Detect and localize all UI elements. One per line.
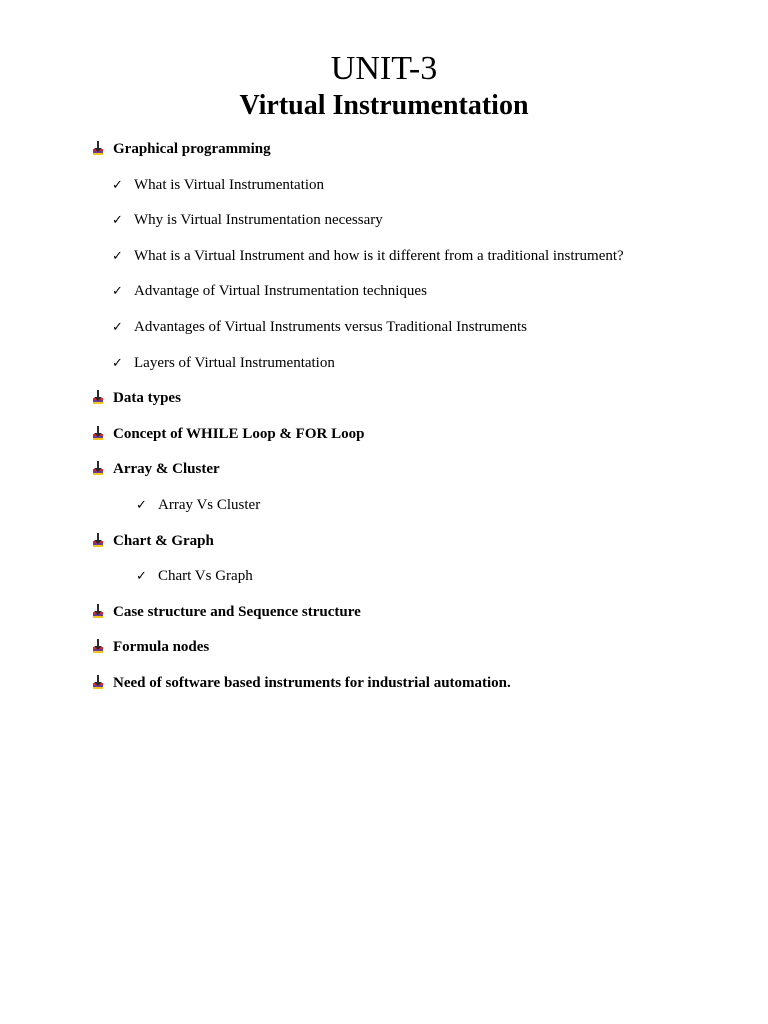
- topic-item: [90, 140, 271, 158]
- checkmark-icon: ✓: [136, 498, 147, 513]
- checkmark-icon: ✓: [112, 213, 123, 229]
- arrow-down-bullet-icon: [90, 425, 106, 441]
- subtopic-item: [112, 247, 624, 266]
- arrow-down-bullet-icon: [90, 140, 106, 156]
- topic-item: [90, 425, 364, 443]
- checkmark-icon: ✓: [112, 177, 123, 193]
- subtopic-item: [112, 318, 527, 337]
- topic-label: Need of software based instruments for industrial automation.: [113, 675, 511, 691]
- topic-item: [90, 460, 220, 478]
- topic-item: [90, 532, 214, 550]
- unit-title: UNIT-3: [330, 50, 438, 87]
- arrow-down-bullet-icon: [90, 532, 106, 548]
- checkmark-icon: ✓: [112, 284, 123, 300]
- checkmark-icon: ✓: [112, 248, 123, 264]
- topic-item: [90, 674, 511, 692]
- checkmark-icon: ✓: [112, 355, 123, 371]
- subtopic-label: Advantages of Virtual Instruments versus Traditional Instruments: [134, 319, 527, 335]
- subtopic-label: Advantage of Virtual Instrumentation techniques: [134, 283, 427, 300]
- topic-label: Data types: [113, 390, 181, 407]
- arrow-down-bullet-icon: [90, 603, 106, 619]
- subtopic-item: [136, 567, 253, 586]
- subtopic-item: [112, 282, 427, 301]
- subtopic-label: What is Virtual Instrumentation: [134, 176, 325, 193]
- subtopic-item: [112, 176, 324, 195]
- arrow-down-bullet-icon: [90, 389, 106, 405]
- topic-label: Concept of WHILE Loop & FOR Loop: [113, 425, 365, 442]
- topic-label: Graphical programming: [113, 141, 271, 157]
- subtopic-label: Why is Virtual Instrumentation necessary: [134, 212, 383, 229]
- subtopic-item: [112, 211, 383, 230]
- topic-item: [90, 603, 361, 621]
- unit-subtitle: Virtual Instrumentation: [239, 90, 529, 121]
- arrow-down-bullet-icon: [90, 674, 106, 690]
- checkmark-icon: ✓: [136, 569, 147, 585]
- subtopic-label: Layers of Virtual Instrumentation: [134, 354, 335, 371]
- checkmark-icon: ✓: [112, 320, 123, 335]
- subtopic-label: Array Vs Cluster: [158, 497, 261, 513]
- topic-label: Case structure and Sequence structure: [113, 603, 361, 620]
- subtopic-label: What is a Virtual Instrument and how is it different from a traditional instrument?: [134, 247, 624, 264]
- subtopic-item: [136, 496, 260, 515]
- subtopic-label: Chart Vs Graph: [158, 568, 253, 585]
- topic-label: Formula nodes: [113, 639, 210, 656]
- topic-label: Chart & Graph: [113, 532, 214, 549]
- topic-label: Array & Cluster: [113, 461, 220, 478]
- topic-item: [90, 638, 209, 656]
- subtopic-item: [112, 354, 335, 373]
- arrow-down-bullet-icon: [90, 460, 106, 476]
- arrow-down-bullet-icon: [90, 638, 106, 654]
- topic-item: [90, 389, 181, 407]
